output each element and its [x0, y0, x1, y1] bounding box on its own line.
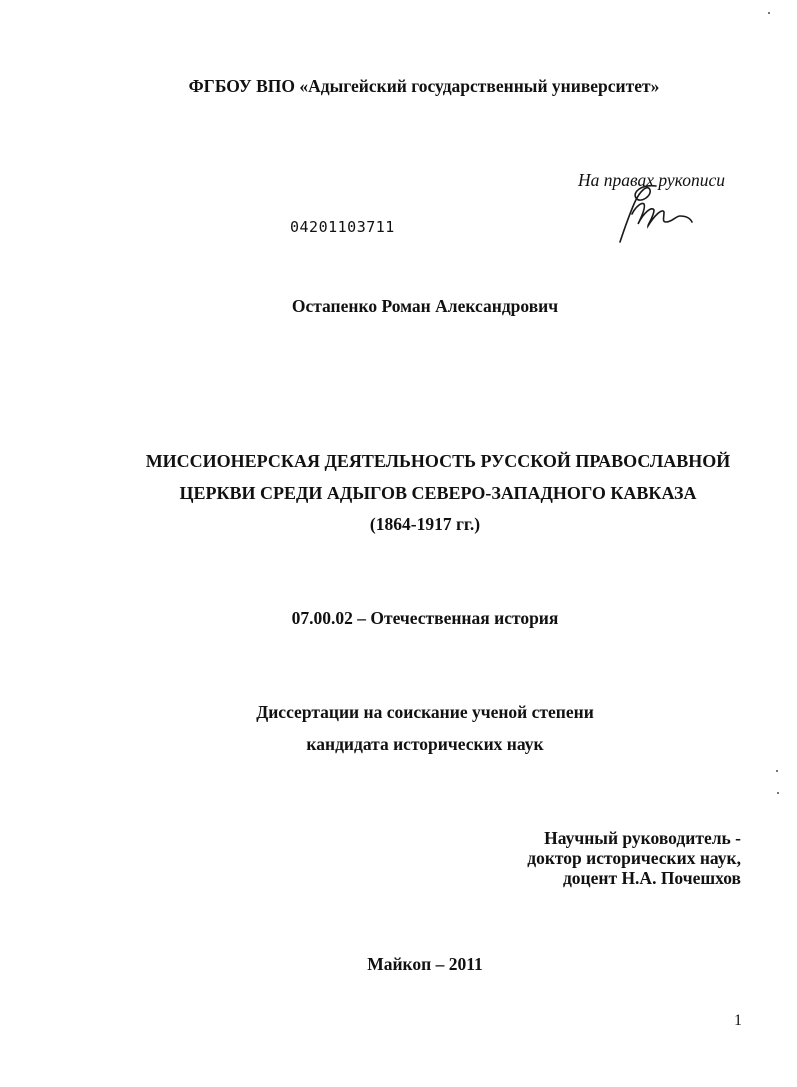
dissertation-period: (1864-1917 гг.) — [369, 514, 481, 534]
scan-speck — [776, 770, 778, 772]
city-year: Майкоп – 2011 — [367, 954, 483, 974]
degree-line-2: кандидата исторических наук — [306, 734, 544, 754]
institution-header: ФГБОУ ВПО «Адыгейский государственный университет» — [188, 76, 660, 96]
dissertation-title-line-2: ЦЕРКВИ СРЕДИ АДЫГОВ СЕВЕРО-ЗАПАДНОГО КАВКАЗА — [179, 483, 697, 503]
page-number: 1 — [734, 1012, 742, 1029]
author-name: Остапенко Роман Александрович — [291, 296, 559, 316]
manuscript-note: На правах рукописи — [578, 170, 725, 190]
supervisor-degree: доктор исторических наук, — [527, 848, 741, 868]
handwritten-signature — [612, 180, 698, 246]
dissertation-title-line-1: МИССИОНЕРСКАЯ ДЕЯТЕЛЬНОСТЬ РУССКОЙ ПРАВОСЛАВНОЙ — [145, 451, 731, 471]
supervisor-name: доцент Н.А. Почешхов — [562, 868, 741, 888]
supervisor-role: Научный руководитель - — [544, 828, 741, 848]
scan-speck — [777, 792, 779, 794]
specialty-code: 07.00.02 – Отечественная история — [291, 608, 559, 628]
registry-number: 04201103711 — [290, 218, 395, 236]
scan-speck — [768, 12, 770, 14]
degree-line-1: Диссертации на соискание ученой степени — [256, 702, 594, 722]
